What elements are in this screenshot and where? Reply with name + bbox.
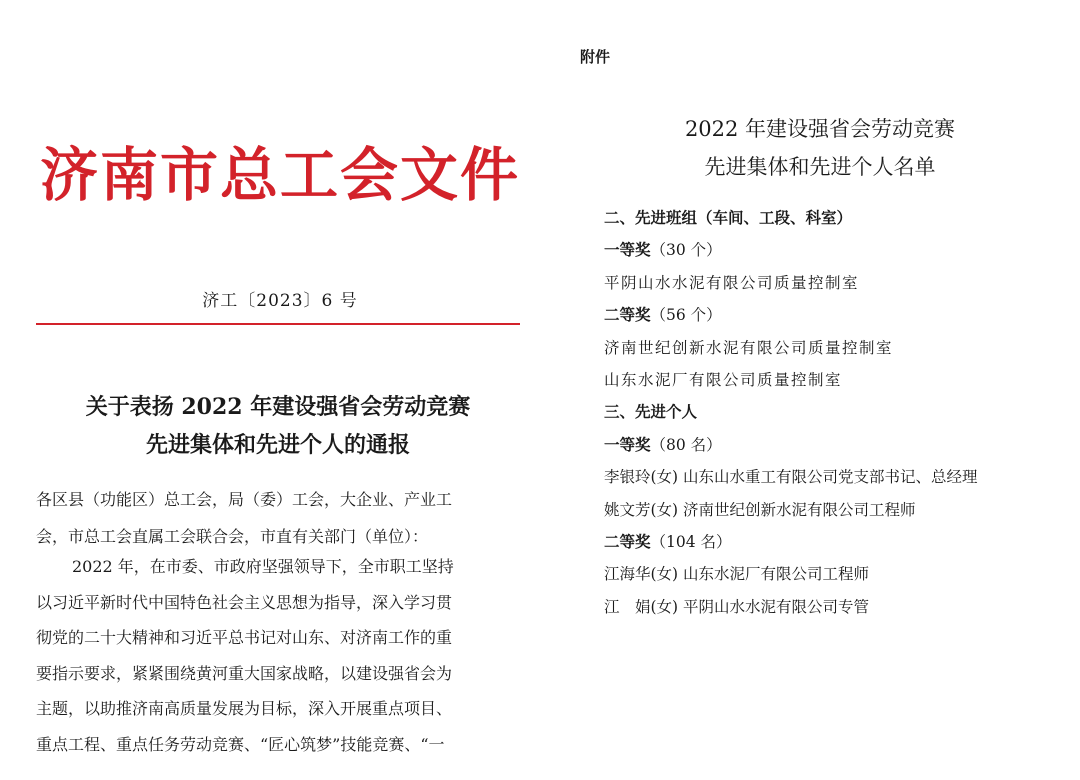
notice-title-line: 关于表扬 2022 年建设强省会劳动竞赛 [85,394,471,420]
award-level-heading [604,234,1074,266]
list-title-line: 先进集体和先进个人名单 [704,155,936,179]
individual-entry: 姚文芳(女) 济南世纪创新水泥有限公司工程师 [604,500,916,519]
attachment-label: 附件 [579,48,610,66]
section-heading-teams: 二、先进班组（车间、工段、科室） [604,208,853,227]
notice-title [36,388,520,464]
masthead-title: 济南市总工会文件 [39,141,520,209]
award-count: （30 个） [650,241,722,260]
body-line: 主题，以助推济南高质量发展为目标，深入开展重点项目、 [36,699,453,718]
notice-title-line: 先进集体和先进个人的通报 [145,432,410,458]
body-line: 2022 年，在市委、市政府坚强领导下，全市职工坚持 [72,557,454,576]
document-number: 济工〔2023〕6 号 [202,291,358,311]
individual-entry: 江海华(女) 山东水泥厂有限公司工程师 [604,565,870,584]
body-line: 以习近平新时代中国特色社会主义思想为指导，深入学习贯 [36,592,453,612]
attachment-page [560,0,1080,780]
salutation-line: 会，市总工会直属工会联合会，市直有关部门（单位）： [36,527,429,546]
body-line: 彻党的二十大精神和习近平总书记对山东、对济南工作的重 [36,628,453,647]
section-heading-individuals: 三、先进个人 [604,402,698,422]
salutation-line: 各区县（功能区）总工会，局（委）工会，大企业、产业工 [36,490,453,509]
award-count: （56 个） [650,306,722,325]
award-level-heading [604,299,1074,331]
team-entry: 平阴山水水泥有限公司质量控制室 [604,273,860,292]
salutation [36,481,526,555]
award-count: （104 名） [650,533,732,552]
award-label: 二等奖 [604,532,651,552]
red-divider [36,323,520,325]
award-count: （80 名） [650,435,722,454]
award-level-heading [604,526,1074,558]
team-entry: 山东水泥厂有限公司质量控制室 [604,371,843,390]
list-title [600,110,1040,186]
team-entry: 济南世纪创新水泥有限公司质量控制室 [604,338,894,357]
individual-entry: 江 娟(女) 平阴山水水泥有限公司专管 [604,597,870,616]
list-title-line: 2022 年建设强省会劳动竞赛 [684,117,956,141]
honor-list [604,202,1074,623]
individual-entry: 李银玲(女) 山东山水重工有限公司党支部书记、总经理 [604,468,978,487]
award-level-heading [604,429,1074,461]
award-label: 一等奖 [604,240,651,260]
body-line: 要指示要求，紧紧围绕黄河重大国家战略，以建设强省会为 [36,663,453,683]
award-label: 二等奖 [604,305,651,325]
body-line: 重点工程、重点任务劳动竞赛、“匠心筑梦”技能竞赛、“一 [36,734,445,754]
award-label: 一等奖 [604,434,651,454]
notice-body [36,549,526,762]
